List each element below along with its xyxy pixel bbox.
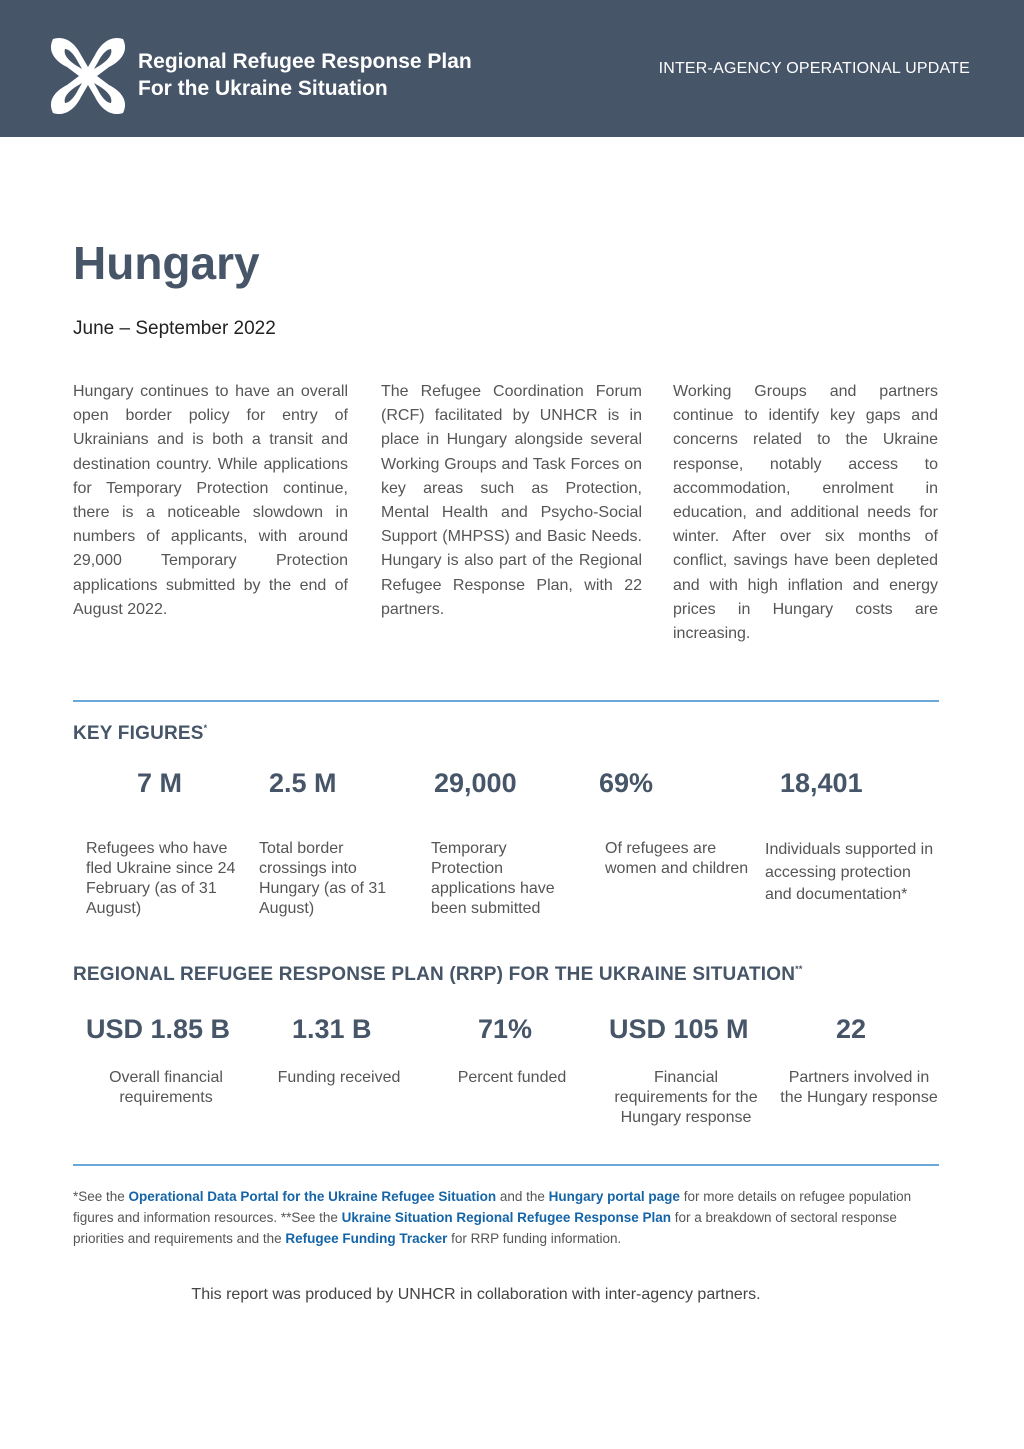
- footnote-text: *See the: [73, 1189, 129, 1204]
- key-figure-value: 18,401: [780, 768, 863, 798]
- regional-response-plan-link[interactable]: Ukraine Situation Regional Refugee Response Plan: [341, 1210, 671, 1225]
- brand-line-2: For the Ukraine Situation: [138, 77, 388, 100]
- header-banner: [0, 0, 1024, 137]
- page-title: Hungary: [73, 237, 260, 289]
- key-figure-value: 2.5 M: [269, 768, 337, 798]
- key-figure-caption: Refugees who have fled Ukraine since 24 February (as of 31 August): [86, 840, 236, 917]
- intro-column-3: Working Groups and partners continue to identify key gaps and concerns related to the Ukraine response, notably access to accommodation, enrolment in education, and additional needs for winter. After over six months of conflict, savings have been depleted and with high inflation and energy prices in Hungary costs are increasing.: [673, 383, 938, 643]
- key-figure-caption: Total border crossings into Hungary (as of 31 August): [259, 840, 387, 917]
- footnote-text: and the: [496, 1189, 549, 1204]
- key-figures-title-mark: *: [203, 723, 208, 733]
- hungary-portal-page-link[interactable]: Hungary portal page: [548, 1189, 680, 1204]
- divider-top: [73, 700, 939, 702]
- divider-bottom: [73, 1164, 939, 1166]
- key-figure-caption: Individuals supported in accessing protection and documentation*: [765, 841, 934, 903]
- rrp-figure-value: USD 1.85 B: [86, 1014, 231, 1044]
- rrp-figure-caption: Percent funded: [457, 1069, 567, 1086]
- key-figure-caption: Of refugees are women and children: [605, 840, 749, 877]
- footnote-text: for RRP funding information.: [447, 1231, 622, 1246]
- refugee-funding-tracker-link[interactable]: Refugee Funding Tracker: [285, 1231, 448, 1246]
- key-figures-heading: [73, 723, 207, 745]
- footnote-text: for more details on refugee population figures and information resources. **See the: [73, 1189, 912, 1225]
- key-figures-title: KEY FIGURES: [73, 723, 204, 744]
- rrp-title-mark: **: [795, 964, 803, 974]
- report-period: June – September 2022: [73, 318, 276, 339]
- rrp-figure-value: USD 105 M: [609, 1014, 749, 1044]
- rrp-figure-caption: Financial requirements for the Hungary response: [614, 1069, 758, 1126]
- key-figure-value: 29,000: [434, 768, 517, 798]
- rrp-heading: [73, 964, 803, 986]
- report-type-label: INTER-AGENCY OPERATIONAL UPDATE: [658, 60, 970, 77]
- rrp-figure-value: 1.31 B: [292, 1014, 372, 1044]
- operational-data-portal-link[interactable]: Operational Data Portal for the Ukraine Refugee Situation: [128, 1189, 497, 1204]
- rrp-figure-value: 71%: [478, 1014, 533, 1044]
- rrp-figure-caption: Overall financial requirements: [109, 1069, 223, 1106]
- brand-name: [138, 48, 472, 102]
- report-credit: This report was produced by UNHCR in collaboration with inter-agency partners.: [191, 1286, 761, 1303]
- rrp-figure-caption: Partners involved in the Hungary response: [780, 1069, 938, 1106]
- rrp-figure-value: 22: [836, 1014, 867, 1044]
- key-figure-value: 69%: [599, 768, 654, 798]
- footnote-text: for a breakdown of sectoral response priorities and requirements and the: [73, 1210, 897, 1246]
- key-figure-value: 7 M: [137, 768, 183, 798]
- rrp-flower-logo-icon: [45, 33, 131, 119]
- footnote: [73, 1186, 943, 1249]
- rrp-figure-caption: Funding received: [277, 1069, 401, 1086]
- rrp-title: REGIONAL REFUGEE RESPONSE PLAN (RRP) FOR THE UKRAINE SITUATION: [73, 964, 796, 985]
- intro-column-2: The Refugee Coordination Forum (RCF) facilitated by UNHCR is in place in Hungary alongside several Working Groups and Task Forces on key areas such as Protection, Mental Health and Psycho-Social Support (MHPSS) and Basic Needs. Hungary is also part of the Regional Refugee Response Plan, with 22 partners.: [381, 383, 642, 618]
- key-figure-caption: Temporary Protection applications have been submitted: [431, 840, 555, 917]
- intro-column-1: Hungary continues to have an overall open border policy for entry of Ukrainians and is both a transit and destination country. While applications for Temporary Protection continue, there is a noticeable slowdown in numbers of applicants, with around 29,000 Temporary Protection applications submitted by the end of August 2022.: [73, 383, 348, 618]
- brand-line-1: Regional Refugee Response Plan: [138, 50, 472, 73]
